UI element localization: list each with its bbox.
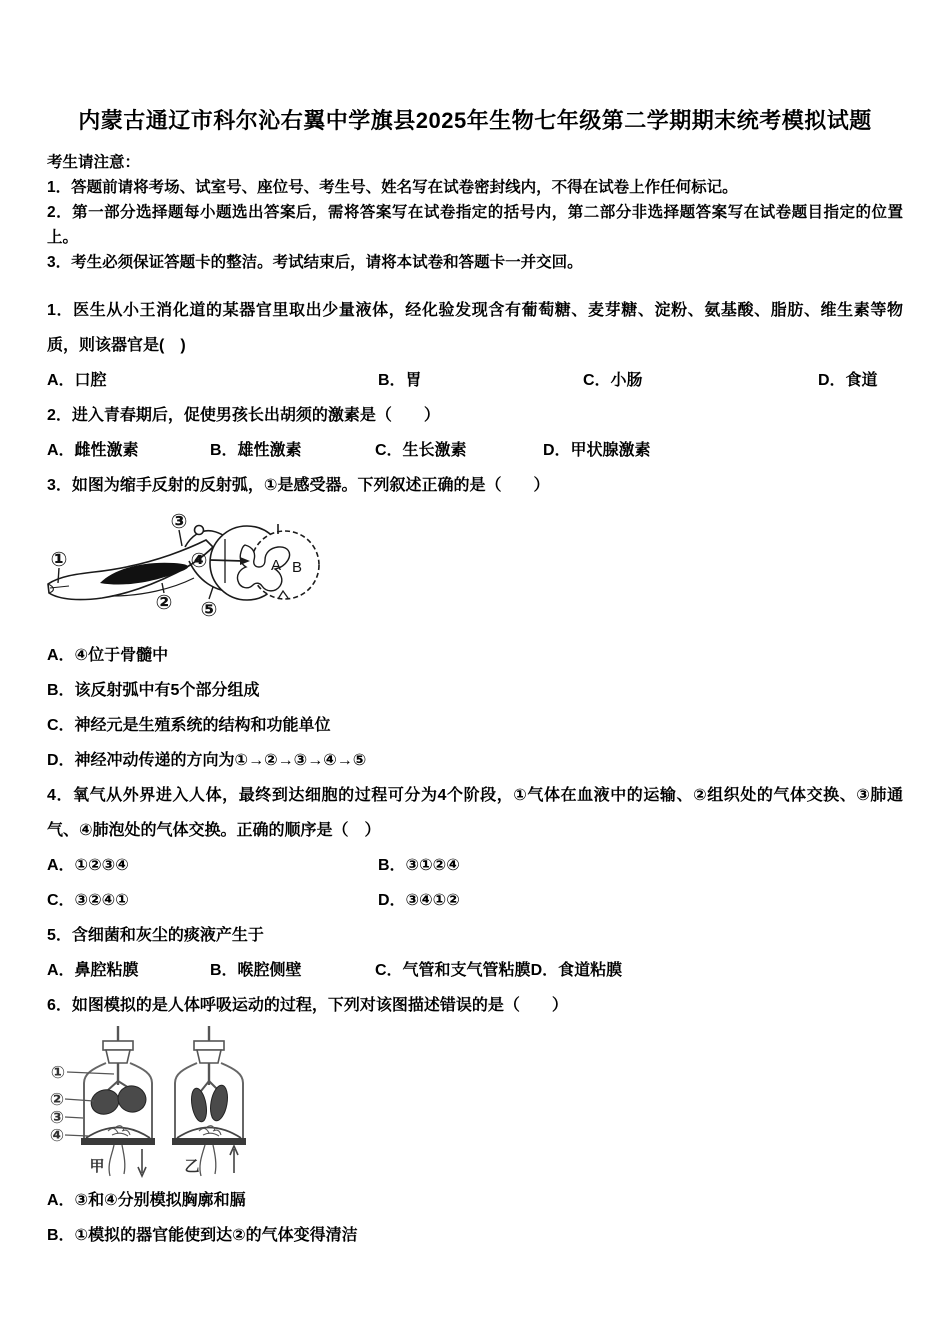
q3-option-d: D．神经冲动传递的方向为①→②→③→④→⑤ [47,752,367,769]
reflex-label-1: ① [50,549,68,571]
reflex-arc-figure [42,503,903,638]
jar-yi [172,1026,246,1176]
reflex-arc-svg [42,503,342,638]
notice-heading: 考生请注意： [47,154,141,171]
question-6-stem: 6．如图模拟的是人体呼吸运动的过程，下列对该图描述错误的是（ ） [47,997,568,1014]
jar-label-yi: 乙 [184,1158,200,1175]
q1-option-b: B．胃 [378,372,422,389]
question-5 [47,918,903,988]
notice-item-1: 1．答题前请将考场、试室号、座位号、考生号、姓名写在试卷密封线内，不得在试卷上作任何标记。 [47,179,738,196]
q3-option-c: C．神经元是生殖系统的结构和功能单位 [47,717,331,734]
q4-option-b: B．③①②④ [378,857,460,874]
jar-base [172,1138,246,1145]
page-title: 内蒙古通辽市科尔沁右翼中学旗县2025年生物七年级第二学期期末统考模拟试题 [78,108,872,133]
breathing-label-3: ③ [49,1108,65,1127]
question-1-options [47,363,903,398]
question-4 [47,778,903,918]
q1-option-a: A．口腔 [47,372,107,389]
q5-option-b: B．喉腔侧壁 [210,962,302,979]
question-2-options [47,433,903,468]
notice-section [47,150,903,275]
question-4-stem: 4．氧气从外界进入人体，最终到达细胞的过程可分为4个阶段，①气体在血液中的运输、②组织处的气体交换、③肺通气、④肺泡处的气体交换。正确的顺序是（ ） [47,787,903,839]
region-label-b: B [292,559,303,576]
q1-option-c: C．小肠 [583,372,643,389]
q3-option-a: A．④位于骨髓中 [47,647,169,664]
question-2-stem: 2．进入青春期后，促使男孩长出胡须的激素是（ ） [47,407,440,424]
balloon-right-deflated [208,1084,230,1122]
question-2 [47,398,903,468]
breathing-label-4: ④ [49,1126,65,1145]
q2-option-b: B．雄性激素 [210,442,302,459]
notice-item-2: 2．第一部分选择题每小题选出答案后，需将答案写在试卷指定的括号内，第二部分非选择题答案写在试卷题目指定的位置上。 [47,204,903,246]
stopper [197,1050,221,1063]
region-label-a: A [271,557,282,574]
q5-option-a: A．鼻腔粘膜 [47,962,139,979]
q6-option-a: A．③和④分别模拟胸廓和膈 [47,1192,246,1209]
question-5-stem: 5．含细菌和灰尘的痰液产生于 [47,927,264,944]
question-1-stem: 1．医生从小王消化道的某器官里取出少量液体，经化验发现含有葡萄糖、麦芽糖、淀粉、氨基酸、脂肪、维生素等物质，则该器官是( ) [47,302,903,354]
breathing-label-1: ① [50,1063,66,1082]
question-3-stem: 3．如图为缩手反射的反射弧，①是感受器。下列叙述正确的是（ ） [47,477,550,494]
q4-option-c: C．③②④① [47,892,129,909]
question-3 [47,468,903,778]
jar-base [81,1138,155,1145]
q5-option-c: C．气管和支气管粘膜 [375,962,531,979]
notice-item-3: 3．考生必须保证答题卡的整洁。考试结束后，请将本试卷和答题卡一并交回。 [47,254,583,271]
breathing-model-figure [42,1023,903,1183]
spinal-cord-right [251,531,319,599]
q1-option-d: D．食道 [818,372,878,389]
ganglion [195,526,204,535]
q5-option-d: D．食道粘膜 [530,962,623,979]
breathing-label-2: ② [49,1090,65,1109]
question-4-options-row2 [47,883,903,918]
reflex-label-3: ③ [170,511,188,533]
question-6 [47,988,903,1253]
muscle-shape [100,563,188,585]
q2-option-c: C．生长激素 [375,442,467,459]
balloon-left-inflated [88,1086,122,1117]
question-1 [47,293,903,398]
question-5-options [47,953,903,988]
q4-option-a: A．①②③④ [47,857,129,874]
balloon-left-deflated [189,1087,209,1123]
q3-option-b: B．该反射弧中有5个部分组成 [47,682,260,699]
reflex-label-5: ⑤ [200,599,218,621]
q4-option-d: D．③④①② [378,892,460,909]
reflex-label-4: ④ [190,550,208,572]
stopper [106,1050,130,1063]
q6-option-b: B．①模拟的器官能使到达②的气体变得清洁 [47,1227,358,1244]
jar-label-jia: 甲 [89,1158,105,1175]
question-4-options-row1 [47,848,903,883]
balloon-right-inflated [115,1083,148,1115]
q2-option-a: A．雌性激素 [47,442,139,459]
q2-option-d: D．甲状腺激素 [543,442,651,459]
reflex-label-2: ② [155,592,173,614]
breathing-model-svg [42,1023,342,1183]
